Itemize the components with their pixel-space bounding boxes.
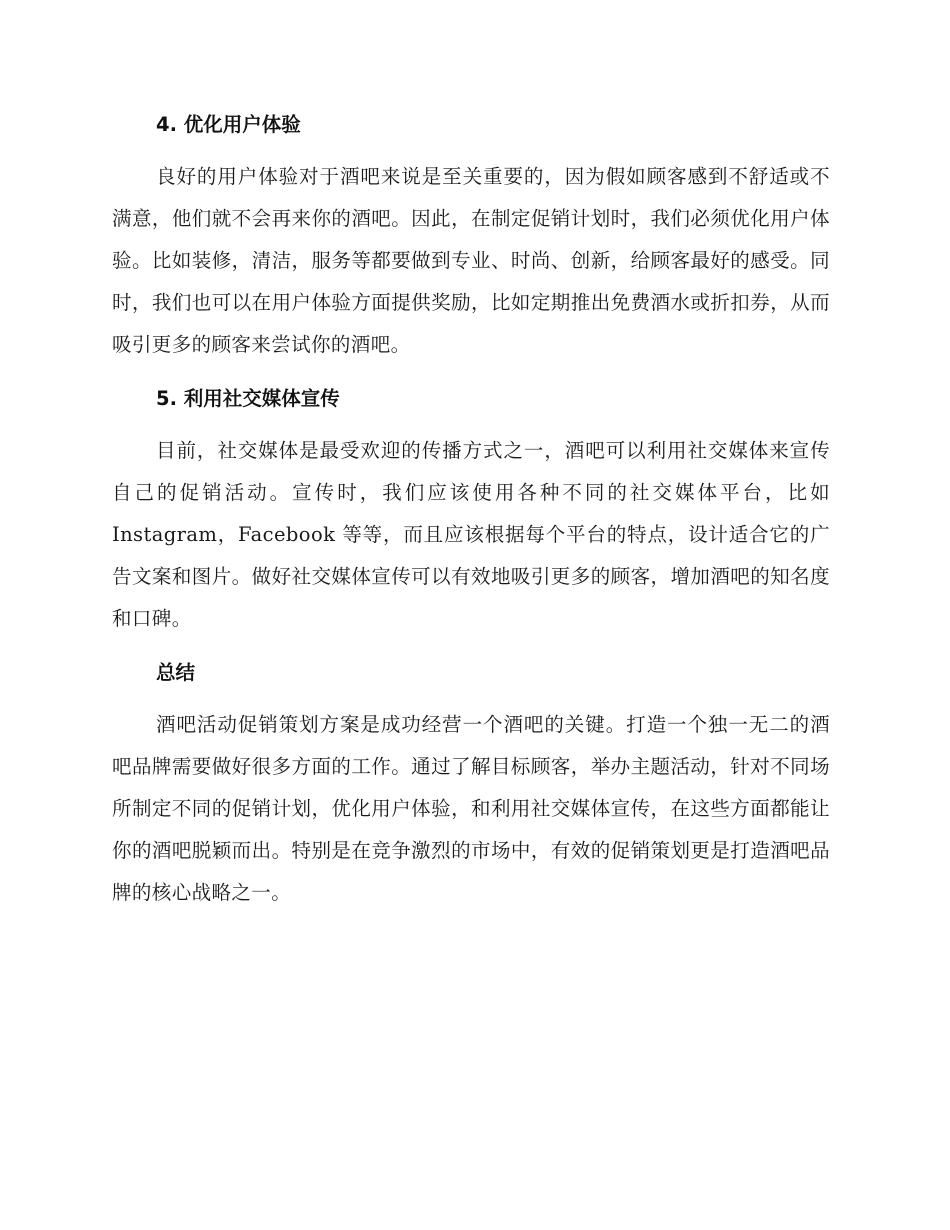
document-body [112,104,830,914]
section-heading-social-media: 5. 利用社交媒体宣传 [156,387,340,410]
section-heading-summary: 总结 [156,661,196,684]
section-heading-optimize-experience: 4. 优化用户体验 [156,113,301,136]
section-paragraph-optimize-experience: 良好的用户体验对于酒吧来说是至关重要的，因为假如顾客感到不舒适或不满意，他们就不会再来你的酒吧。因此，在制定促销计划时，我们必须优化用户体验。比如装修，清洁，服务等都要做到专业、时尚、创新，给顾客最好的感受。同时，我们也可以在用户体验方面提供奖励，比如定期推出免费酒水或折扣券，从而吸引更多的顾客来尝试你的酒吧。 [112,165,830,356]
section-paragraph-social-media: 目前，社交媒体是最受欢迎的传播方式之一，酒吧可以利用社交媒体来宣传自己的促销活动。宣传时，我们应该使用各种不同的社交媒体平台，比如 Instagram，Facebook 等等，而且应该根据每个平台的特点，设计适合它的广告文案和图片。做好社交媒体宣传可以有效地吸引更多的顾客，增加酒吧的知名度和口碑。 [112,439,830,630]
section-paragraph-summary: 酒吧活动促销策划方案是成功经营一个酒吧的关键。打造一个独一无二的酒吧品牌需要做好很多方面的工作。通过了解目标顾客，举办主题活动，针对不同场所制定不同的促销计划，优化用户体验，和利用社交媒体宣传，在这些方面都能让你的酒吧脱颖而出。特别是在竞争激烈的市场中，有效的促销策划更是打造酒吧品牌的核心战略之一。 [112,713,830,904]
